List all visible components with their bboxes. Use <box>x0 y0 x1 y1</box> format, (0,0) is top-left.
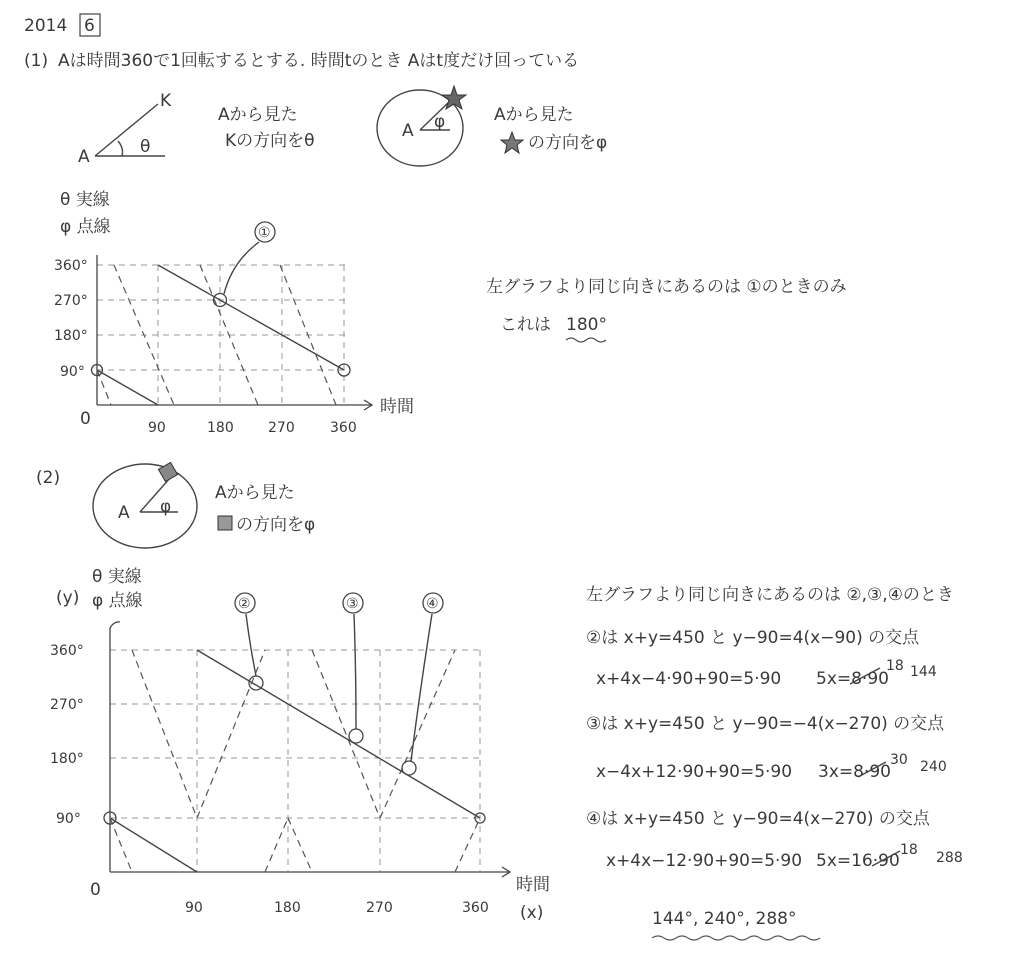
graph2-theta-line2 <box>197 650 480 818</box>
graph1-ytick-360: 360° <box>54 258 88 274</box>
work-line-4-calc: x+4x−12·90+90=5·90 <box>606 851 803 871</box>
graph2-x-axis-label: 時間 <box>516 875 550 895</box>
phi-note-line1: Aから見た <box>494 105 574 125</box>
part1-conclusion-line1: 左グラフより同じ向きにあるのは ①のときのみ <box>486 277 847 297</box>
graph2-marker-4 <box>402 761 416 775</box>
point-k: K <box>160 91 172 111</box>
graph2-ytick-360: 360° <box>50 643 84 659</box>
work-line-3-value: 240 <box>920 759 947 775</box>
phi-symbol: φ <box>434 112 446 132</box>
part2-label: (2) <box>36 468 61 488</box>
graph1-ytick-180: 180° <box>54 328 88 344</box>
graph2-ytick-270: 270° <box>50 697 84 713</box>
graph2-x-var: (x) <box>520 903 544 923</box>
part2-note-line1: Aから見た <box>215 483 295 503</box>
part1-legend-solid: θ 実線 <box>60 190 110 210</box>
graph1-ytick-270: 270° <box>54 293 88 309</box>
graph1 <box>92 222 373 410</box>
work-line-3-calc: x−4x+12·90+90=5·90 <box>596 762 793 782</box>
graph2-xtick-90: 90 <box>185 900 203 916</box>
circle-diagram-square <box>93 462 197 548</box>
theta-symbol: θ <box>140 137 151 157</box>
work-line-4-result: 5x=16·90 <box>816 851 900 871</box>
graph2-phi-line5 <box>312 650 380 818</box>
work-line-2-result: 5x=8·90 <box>816 669 889 689</box>
theta-note-line1: Aから見た <box>218 105 298 125</box>
graph2-ytick-90: 90° <box>56 811 81 827</box>
part1-conclusion-prefix: これは <box>500 315 551 335</box>
graph1-callout: ① <box>258 225 271 241</box>
graph2-phi-line0 <box>110 818 132 872</box>
year-label: 2014 <box>24 16 68 36</box>
point-a: A <box>78 147 90 167</box>
graph2-callout-3-leader <box>354 614 356 729</box>
graph1-callout-leader <box>224 242 259 294</box>
theta-note-line2: Kの方向をθ <box>225 131 315 151</box>
graph2-callout-4: ④ <box>426 596 439 612</box>
circle-diagram-star <box>377 86 466 166</box>
work-line-4-eq: ④は x+y=450 と y−90=4(x−270) の交点 <box>586 809 930 829</box>
graph1-origin: 0 <box>80 409 91 429</box>
graph2-phi-line3 <box>265 818 288 872</box>
graph2-phi-line1 <box>132 650 197 818</box>
graph1-xtick-90: 90 <box>148 420 166 436</box>
graph1-xtick-180: 180 <box>207 420 234 436</box>
work-line-2-eq: ②は x+y=450 と y−90=4(x−90) の交点 <box>586 628 920 648</box>
point-a-circle: A <box>402 121 414 141</box>
star-icon-small <box>501 132 523 153</box>
graph2-phi-line7 <box>455 818 480 872</box>
graph2 <box>104 593 510 877</box>
phi-note-line2: の方向をφ <box>528 133 608 153</box>
part2-work <box>586 585 963 871</box>
graph1-ytick-90: 90° <box>60 364 85 380</box>
work-line-3-result: 3x=8·90 <box>818 762 891 782</box>
graph2-origin: 0 <box>90 880 101 900</box>
part2-point-a: A <box>118 503 130 523</box>
work-line-2-calc: x+4x−4·90+90=5·90 <box>596 669 782 689</box>
graph2-xtick-270: 270 <box>366 900 393 916</box>
part1-label: (1) <box>24 51 49 71</box>
work-line-2-correction: 18 <box>886 658 904 674</box>
graph1-xtick-270: 270 <box>268 420 295 436</box>
graph2-callout-2-leader <box>246 614 256 676</box>
graph2-callout-3: ③ <box>346 596 359 612</box>
work-line-4-value: 288 <box>936 850 963 866</box>
graph2-ytick-180: 180° <box>50 751 84 767</box>
graph2-phi-line2 <box>197 650 265 818</box>
graph2-xtick-180: 180 <box>274 900 301 916</box>
graph2-callout-4-leader <box>411 614 432 761</box>
part2-answer: 144°, 240°, 288° <box>652 909 797 929</box>
part2-note-line2: の方向をφ <box>236 515 316 535</box>
work-line-3-eq: ③は x+y=450 と y−90=−4(x−270) の交点 <box>586 714 945 734</box>
work-line-2-value: 144 <box>910 664 937 680</box>
part1-legend-dotted: φ 点線 <box>60 217 111 237</box>
angle-diagram-k <box>78 91 172 167</box>
work-line-4-correction: 18 <box>900 842 918 858</box>
graph2-callout-2: ② <box>238 596 251 612</box>
part2-legend-dotted: φ 点線 <box>92 591 143 611</box>
part1-answer: 180° <box>566 315 607 335</box>
graph2-y-arrow <box>110 622 120 628</box>
problem-number: 6 <box>84 16 95 36</box>
part2-phi-symbol: φ <box>160 497 172 517</box>
graph2-phi-line4 <box>288 818 312 872</box>
part2-legend-solid: θ 実線 <box>92 567 142 587</box>
graph1-xtick-360: 360 <box>330 420 357 436</box>
graph1-theta-line1 <box>97 370 158 405</box>
graph2-theta-line1 <box>110 818 197 872</box>
part1-statement: Aは時間360で1回転するとする. 時間tのとき Aはt度だけ回っている <box>58 51 580 71</box>
graph2-marker-3 <box>349 729 363 743</box>
work-line-intro: 左グラフより同じ向きにあるのは ②,③,④のとき <box>586 585 954 605</box>
graph2-phi-line6 <box>380 650 455 818</box>
graph2-xtick-360: 360 <box>462 900 489 916</box>
square-marker-icon-small <box>218 516 232 530</box>
work-line-3-correction: 30 <box>890 752 908 768</box>
part2-answer-underline <box>652 936 820 940</box>
part1-answer-underline <box>566 338 606 342</box>
part2-y-var: (y) <box>56 588 80 608</box>
graph1-x-axis-label: 時間 <box>380 397 414 417</box>
